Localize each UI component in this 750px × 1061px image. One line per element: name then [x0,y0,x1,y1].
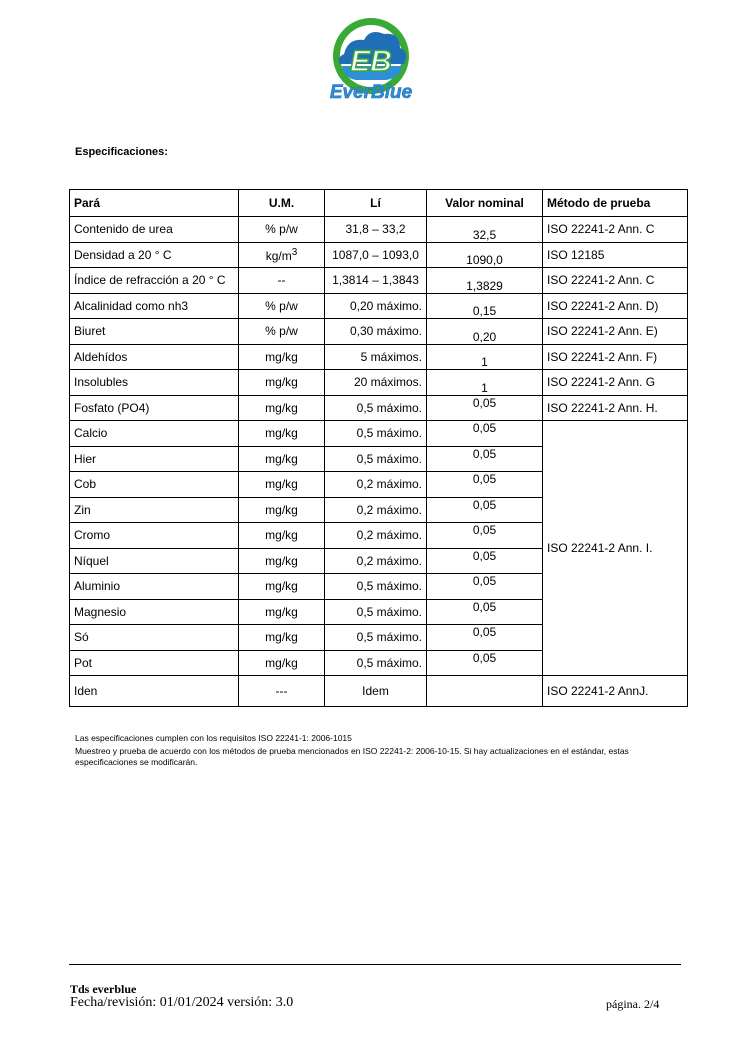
cell-nominal: 0,05 [427,421,543,447]
table-row [70,268,688,294]
cell-method: ISO 22241-2 AnnJ. [543,676,688,707]
cell-param: Aldehídos [70,344,239,370]
note-standard-compliance: Las especificaciones cumplen con los requisitos ISO 22241-1: 2006-1015 [75,733,352,743]
cell-method: ISO 22241-2 Ann. E) [543,319,688,345]
cell-um: mg/kg [239,523,325,549]
cell-um: mg/kg [239,497,325,523]
cell-um: mg/kg [239,599,325,625]
table-header-row [70,190,688,217]
cell-param: Níquel [70,548,239,574]
cell-um: mg/kg [239,650,325,676]
cell-param: Índice de refracción a 20 ° C [70,268,239,294]
cell-nominal: 1090,0 [427,242,543,268]
cell-nominal: 0,05 [427,548,543,574]
table-row [70,370,688,396]
um-base: kg/m [265,248,292,263]
header-nominal: Valor nominal [427,190,543,217]
cell-limit: 0,5 máximo. [325,446,427,472]
cell-limit: 20 máximos. [325,370,427,396]
cell-param: Zin [70,497,239,523]
cell-um: mg/kg [239,421,325,447]
table-row [70,395,688,421]
cell-limit: 5 máximos. [325,344,427,370]
header-param: Pará [70,190,239,217]
cell-param: Cromo [70,523,239,549]
cell-nominal: 0,05 [427,497,543,523]
cell-limit: Idem [325,676,427,707]
cell-method: ISO 22241-2 Ann. F) [543,344,688,370]
everblue-logo [308,14,434,104]
cell-nominal: 0,05 [427,472,543,498]
footer-brand: Tds everblue [70,982,137,996]
cell-limit: 0,5 máximo. [325,421,427,447]
cell-method-merged: ISO 22241-2 Ann. I. [543,421,688,676]
cell-um: mg/kg [239,395,325,421]
cell-limit: 0,5 máximo. [325,395,427,421]
cell-um: mg/kg [239,370,325,396]
table-row [70,421,688,447]
cell-nominal: 1,3829 [427,268,543,294]
cell-um: -- [239,268,325,294]
cell-method: ISO 22241-2 Ann. C [543,268,688,294]
cell-nominal [427,676,543,707]
logo-monogram: EB [350,45,392,78]
cell-nominal: 0,20 [427,319,543,345]
cell-method: ISO 22241-2 Ann. G [543,370,688,396]
cell-param: Biuret [70,319,239,345]
cell-limit: 0,5 máximo. [325,625,427,651]
cell-param: Insolubles [70,370,239,396]
cell-param: Magnesio [70,599,239,625]
cell-um: % p/w [239,293,325,319]
cell-nominal: 32,5 [427,217,543,243]
cell-method: ISO 22241-2 Ann. C [543,217,688,243]
cell-nominal: 0,05 [427,599,543,625]
cell-method: ISO 12185 [543,242,688,268]
cell-param: Iden [70,676,239,707]
cell-limit: 1087,0 – 1093,0 [325,242,427,268]
cell-param: Fosfato (PO4) [70,395,239,421]
section-title: Especificaciones: [75,146,168,158]
cell-um: mg/kg [239,574,325,600]
everblue-logo-graphic [308,14,434,104]
cell-limit: 0,30 máximo. [325,319,427,345]
cell-limit: 31,8 – 33,2 [325,217,427,243]
note-sampling-methods: Muestreo y prueba de acuerdo con los métodos de prueba mencionados en ISO 22241-2: 2006-10-15. Si hay actualizaciones en el estándar, estas especificaciones se modificarán. [75,746,629,767]
cell-nominal: 0,05 [427,650,543,676]
cell-limit: 0,2 máximo. [325,472,427,498]
table-row [70,319,688,345]
um-superscript: 3 [291,246,298,258]
cell-limit: 1,3814 – 1,3843 [325,268,427,294]
cell-nominal: 0,05 [427,446,543,472]
cell-nominal: 0,05 [427,523,543,549]
cell-nominal: 0,15 [427,293,543,319]
cell-limit: 0,5 máximo. [325,574,427,600]
specifications-table [69,189,688,707]
table-row [70,293,688,319]
cell-limit: 0,2 máximo. [325,548,427,574]
cell-param: Aluminio [70,574,239,600]
cell-um: % p/w [239,319,325,345]
cell-param: Hier [70,446,239,472]
cell-nominal: 0,05 [427,574,543,600]
table-row [70,344,688,370]
cell-param: Alcalinidad como nh3 [70,293,239,319]
cell-limit: 0,2 máximo. [325,523,427,549]
cell-nominal: 0,05 [427,625,543,651]
cell-um: mg/kg [239,344,325,370]
footer-revision: Fecha/revisión: 01/01/2024 versión: 3.0 [70,995,294,1010]
cell-limit: 0,2 máximo. [325,497,427,523]
cell-method: ISO 22241-2 Ann. D) [543,293,688,319]
cell-nominal: 1 [427,370,543,396]
cell-param: Cob [70,472,239,498]
footer-divider [69,964,681,965]
header-method: Método de prueba [543,190,688,217]
table-row [70,242,688,268]
cell-param: Pot [70,650,239,676]
cell-um: mg/kg [239,446,325,472]
cell-um: % p/w [239,217,325,243]
cell-nominal: 1 [427,344,543,370]
cell-param: Densidad a 20 ° C [70,242,239,268]
cell-param: Calcio [70,421,239,447]
cell-nominal: 0,05 [427,395,543,421]
logo-brand-text: EverBlue [329,82,413,103]
table-row [70,217,688,243]
cell-um [239,242,325,268]
cell-um: mg/kg [239,472,325,498]
cell-limit: 0,20 máximo. [325,293,427,319]
cell-limit: 0,5 máximo. [325,599,427,625]
cell-param: Contenido de urea [70,217,239,243]
cell-um: mg/kg [239,625,325,651]
cell-method: ISO 22241-2 Ann. H. [543,395,688,421]
cell-um: --- [239,676,325,707]
cell-um: mg/kg [239,548,325,574]
footer-page-number: página. 2/4 [606,997,660,1011]
cell-limit: 0,5 máximo. [325,650,427,676]
notes [75,733,635,768]
header-limit: Lí [325,190,427,217]
header-um: U.M. [239,190,325,217]
table-row [70,676,688,707]
cell-param: Só [70,625,239,651]
